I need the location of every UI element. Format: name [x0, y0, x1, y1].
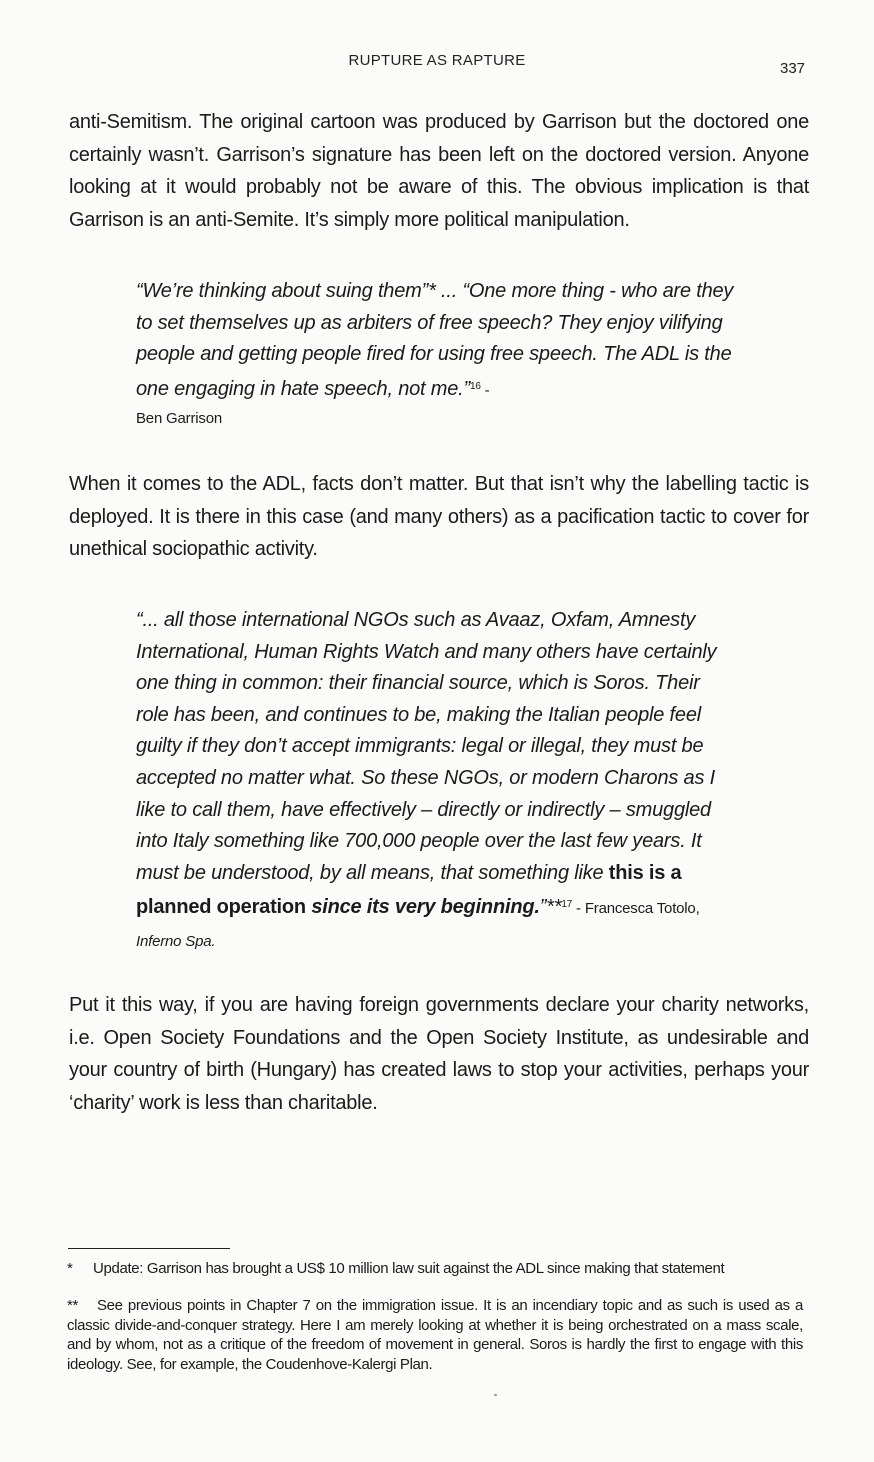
footnote-separator [68, 1248, 230, 1249]
endnote-reference-17: 17 [561, 899, 573, 911]
body-paragraph-3: Put it this way, if you are having foreign governments declare your charity networks, i.e. Open Society Foundations and the Open Society Institute, as undesirable and your country of birth (Hungary) has created laws to stop your activities, perhaps your ‘charity’ work is less than charitable. [69, 994, 809, 1114]
quote-text: “We’re thinking about suing them”* ... “One more thing - who are they to set themselves up as arbiters of free speech? They enjoy vilifying people and getting people fired for using free speech. The ADL is the one engaging in hate speech, not me.” [136, 280, 734, 400]
quote-attribution: Ben Garrison [136, 410, 222, 428]
footnote-marker: * [67, 1260, 73, 1277]
footnote-text: Update: Garrison has brought a US$ 10 million law suit against the ADL since making that statement [93, 1260, 725, 1277]
footnote-1 [67, 1259, 803, 1279]
page-number: 337 [780, 60, 806, 77]
quote-source-title: Inferno Spa. [136, 932, 216, 950]
running-header-title: RUPTURE AS RAPTURE [348, 52, 526, 69]
body-paragraph-2: When it comes to the ADL, facts don’t matter. But that isn’t why the labelling tactic is deployed. It is there in this case (and many others) as a pacification tactic to cover for unethical sociopathic activity. [69, 473, 809, 561]
block-quote-totolo [136, 605, 736, 958]
quote-text: “... all those international NGOs such as Avaaz, Oxfam, Amnesty International, Human Rights Watch and many others have certainly one thing in common: their financial source, which is Soros. Their role has been, and continues to be, making the Italian people feel guilty if they don’t accept immigrants: legal or illegal, they must be accepted no matter what. So these NGOs, or modern Charons as I like to call them, have effectively – directly or indirectly – smuggled into Italy something like 700,000 people over the last few years. It must be understood, by all means, that something like [136, 609, 717, 884]
quote-emphasis-1: this is a planned operation [136, 861, 682, 919]
quote-emphasis-2: since its very beginning. [311, 896, 540, 919]
block-quote-garrison [136, 276, 736, 432]
footnote-marker: ** [67, 1297, 78, 1314]
endnote-reference-16: 16 [469, 380, 481, 392]
print-speck [494, 1394, 497, 1396]
footnote-text: See previous points in Chapter 7 on the immigration issue. It is an incendiary topic and as such is used as a classic divide-and-conquer strategy. Here I am merely looking at whether it is being orchestrated on a mass scale, and by whom, not as a critique of the freedom of movement in general. Soros is hardly the first to engage with this ideology. See, for example, the Coudenhove-Kalergi Plan. [67, 1297, 803, 1373]
attribution-dash: - [480, 381, 490, 399]
quote-attribution: - Francesca Totolo, [572, 900, 700, 918]
body-paragraph-1: anti-Semitism. The original cartoon was produced by Garrison but the doctored one certainly wasn’t. Garrison’s signature has been left on the doctored version. Anyone looking at it would probably not be aware of this. The obvious implication is that Garrison is an anti-Semite. It’s simply more political manipulation. [69, 111, 809, 231]
footnote-2 [67, 1296, 803, 1374]
quote-closing: ”** [539, 896, 562, 919]
